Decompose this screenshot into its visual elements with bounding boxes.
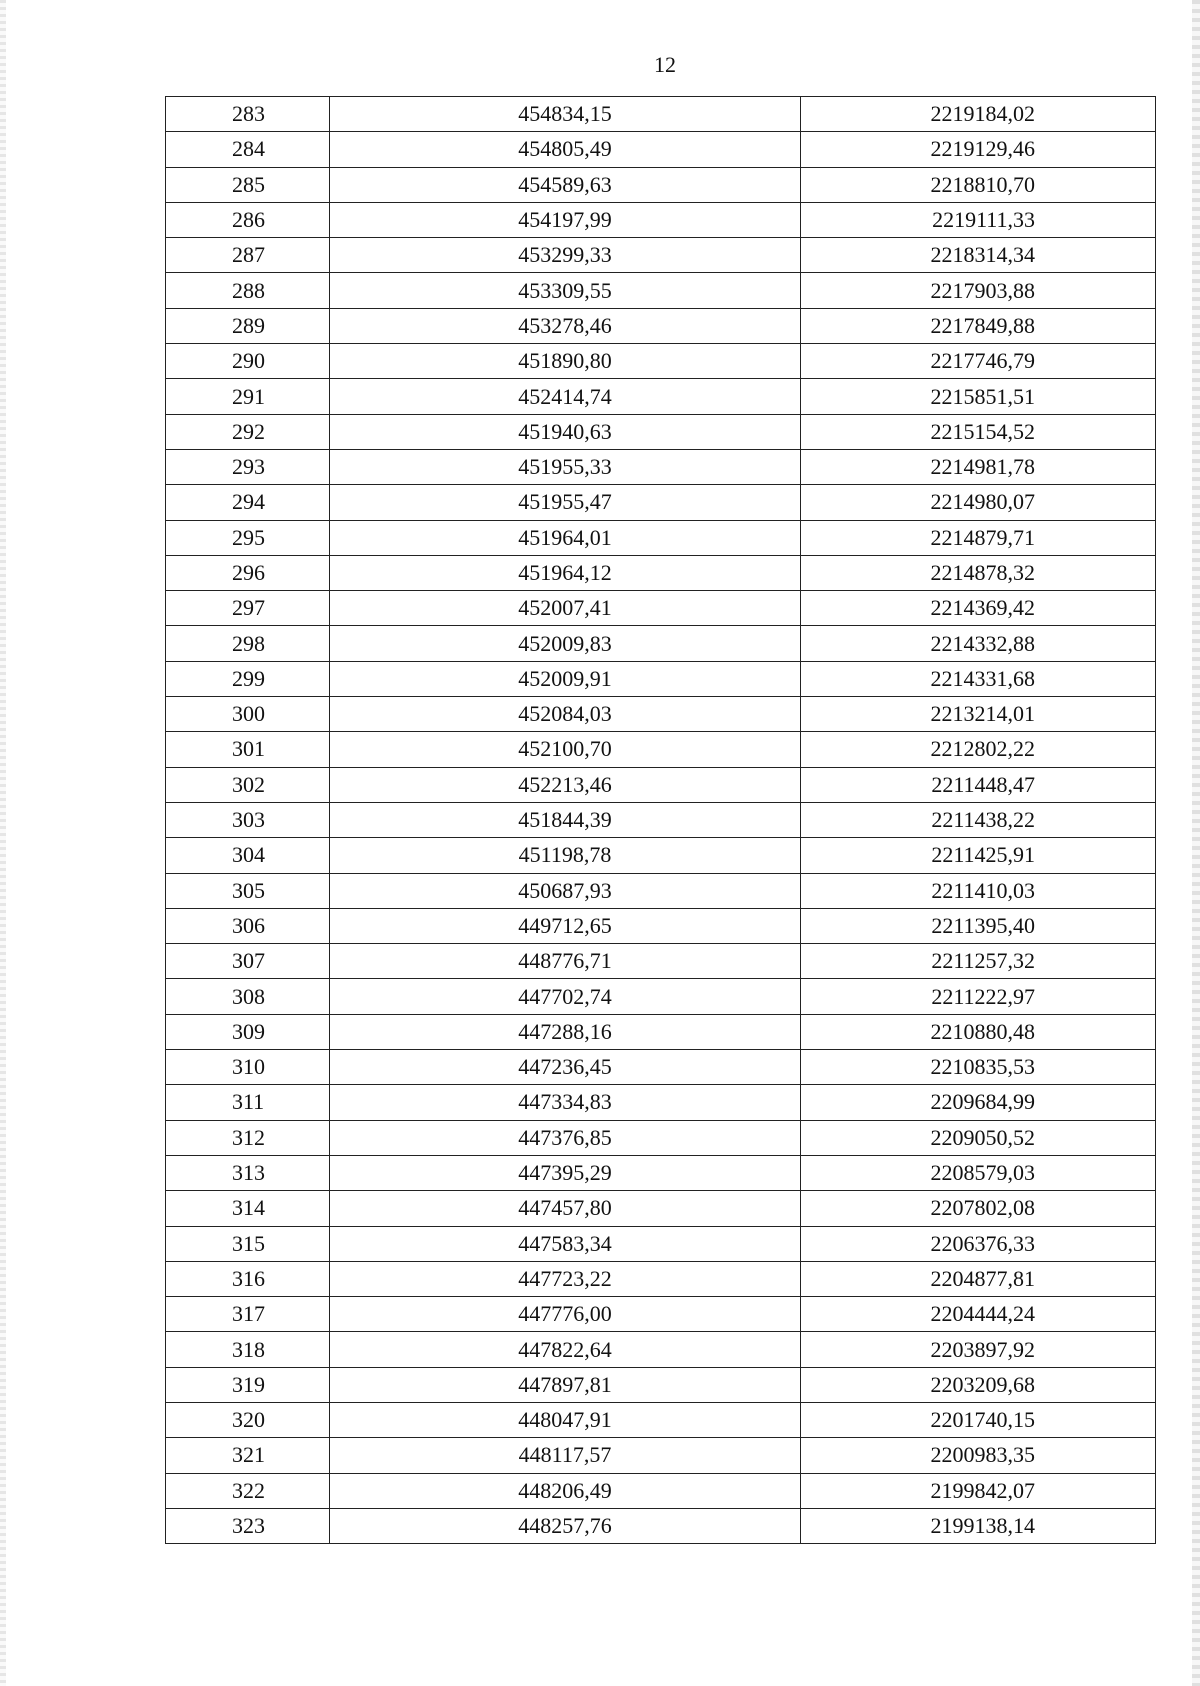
x-coordinate-cell: 447822,64 <box>330 1332 801 1367</box>
y-coordinate-cell: 2207802,08 <box>801 1191 1156 1226</box>
table-row <box>166 767 1156 802</box>
point-number-cell: 290 <box>166 344 330 379</box>
point-number-cell: 306 <box>166 908 330 943</box>
table-row <box>166 1297 1156 1332</box>
table-row <box>166 979 1156 1014</box>
y-coordinate-cell: 2214331,68 <box>801 661 1156 696</box>
x-coordinate-cell: 448206,49 <box>330 1473 801 1508</box>
x-coordinate-cell: 454589,63 <box>330 167 801 202</box>
y-coordinate-cell: 2203897,92 <box>801 1332 1156 1367</box>
y-coordinate-cell: 2211448,47 <box>801 767 1156 802</box>
table-row <box>166 1367 1156 1402</box>
table-row <box>166 908 1156 943</box>
table-row <box>166 1402 1156 1437</box>
table-row <box>166 1085 1156 1120</box>
x-coordinate-cell: 451964,12 <box>330 555 801 590</box>
point-number-cell: 308 <box>166 979 330 1014</box>
x-coordinate-cell: 451890,80 <box>330 344 801 379</box>
y-coordinate-cell: 2215154,52 <box>801 414 1156 449</box>
table-row <box>166 414 1156 449</box>
table-row <box>166 944 1156 979</box>
x-coordinate-cell: 452084,03 <box>330 697 801 732</box>
x-coordinate-cell: 451844,39 <box>330 802 801 837</box>
y-coordinate-cell: 2209684,99 <box>801 1085 1156 1120</box>
x-coordinate-cell: 447334,83 <box>330 1085 801 1120</box>
point-number-cell: 317 <box>166 1297 330 1332</box>
x-coordinate-cell: 451955,47 <box>330 485 801 520</box>
x-coordinate-cell: 448117,57 <box>330 1438 801 1473</box>
scan-edge-right <box>1192 0 1200 1686</box>
x-coordinate-cell: 447395,29 <box>330 1155 801 1190</box>
table-row <box>166 1332 1156 1367</box>
x-coordinate-cell: 454805,49 <box>330 132 801 167</box>
table-row <box>166 202 1156 237</box>
y-coordinate-cell: 2211410,03 <box>801 873 1156 908</box>
table-row <box>166 555 1156 590</box>
y-coordinate-cell: 2214369,42 <box>801 591 1156 626</box>
x-coordinate-cell: 447723,22 <box>330 1261 801 1296</box>
point-number-cell: 284 <box>166 132 330 167</box>
table-row <box>166 732 1156 767</box>
point-number-cell: 294 <box>166 485 330 520</box>
point-number-cell: 286 <box>166 202 330 237</box>
y-coordinate-cell: 2217849,88 <box>801 308 1156 343</box>
point-number-cell: 321 <box>166 1438 330 1473</box>
table-row <box>166 1155 1156 1190</box>
y-coordinate-cell: 2204877,81 <box>801 1261 1156 1296</box>
y-coordinate-cell: 2211395,40 <box>801 908 1156 943</box>
x-coordinate-cell: 451955,33 <box>330 449 801 484</box>
table-row <box>166 167 1156 202</box>
point-number-cell: 295 <box>166 520 330 555</box>
page-number: 12 <box>654 52 676 77</box>
y-coordinate-cell: 2201740,15 <box>801 1402 1156 1437</box>
table-row <box>166 308 1156 343</box>
x-coordinate-cell: 451940,63 <box>330 414 801 449</box>
table-row <box>166 838 1156 873</box>
point-number-cell: 315 <box>166 1226 330 1261</box>
y-coordinate-cell: 2200983,35 <box>801 1438 1156 1473</box>
table-row <box>166 1014 1156 1049</box>
point-number-cell: 302 <box>166 767 330 802</box>
table-row <box>166 449 1156 484</box>
y-coordinate-cell: 2214879,71 <box>801 520 1156 555</box>
x-coordinate-cell: 453309,55 <box>330 273 801 308</box>
y-coordinate-cell: 2203209,68 <box>801 1367 1156 1402</box>
x-coordinate-cell: 447776,00 <box>330 1297 801 1332</box>
point-number-cell: 287 <box>166 238 330 273</box>
coordinates-table-body <box>166 97 1156 1544</box>
y-coordinate-cell: 2211222,97 <box>801 979 1156 1014</box>
y-coordinate-cell: 2219129,46 <box>801 132 1156 167</box>
point-number-cell: 316 <box>166 1261 330 1296</box>
table-row <box>166 1050 1156 1085</box>
point-number-cell: 301 <box>166 732 330 767</box>
y-coordinate-cell: 2213214,01 <box>801 697 1156 732</box>
y-coordinate-cell: 2210880,48 <box>801 1014 1156 1049</box>
y-coordinate-cell: 2217903,88 <box>801 273 1156 308</box>
y-coordinate-cell: 2218810,70 <box>801 167 1156 202</box>
point-number-cell: 283 <box>166 97 330 132</box>
table-row <box>166 626 1156 661</box>
y-coordinate-cell: 2211438,22 <box>801 802 1156 837</box>
y-coordinate-cell: 2214332,88 <box>801 626 1156 661</box>
point-number-cell: 313 <box>166 1155 330 1190</box>
table-row <box>166 238 1156 273</box>
scan-edge-left <box>0 0 6 1686</box>
x-coordinate-cell: 452100,70 <box>330 732 801 767</box>
table-row <box>166 379 1156 414</box>
x-coordinate-cell: 447376,85 <box>330 1120 801 1155</box>
table-row <box>166 132 1156 167</box>
y-coordinate-cell: 2199842,07 <box>801 1473 1156 1508</box>
y-coordinate-cell: 2211425,91 <box>801 838 1156 873</box>
point-number-cell: 318 <box>166 1332 330 1367</box>
x-coordinate-cell: 447288,16 <box>330 1014 801 1049</box>
table-row <box>166 1473 1156 1508</box>
x-coordinate-cell: 452007,41 <box>330 591 801 626</box>
point-number-cell: 297 <box>166 591 330 626</box>
point-number-cell: 314 <box>166 1191 330 1226</box>
x-coordinate-cell: 448257,76 <box>330 1508 801 1543</box>
point-number-cell: 322 <box>166 1473 330 1508</box>
y-coordinate-cell: 2219111,33 <box>801 202 1156 237</box>
x-coordinate-cell: 451198,78 <box>330 838 801 873</box>
table-row <box>166 344 1156 379</box>
point-number-cell: 311 <box>166 1085 330 1120</box>
y-coordinate-cell: 2219184,02 <box>801 97 1156 132</box>
y-coordinate-cell: 2214878,32 <box>801 555 1156 590</box>
point-number-cell: 310 <box>166 1050 330 1085</box>
table-row <box>166 591 1156 626</box>
x-coordinate-cell: 453299,33 <box>330 238 801 273</box>
table-row <box>166 1120 1156 1155</box>
x-coordinate-cell: 451964,01 <box>330 520 801 555</box>
table-row <box>166 97 1156 132</box>
point-number-cell: 323 <box>166 1508 330 1543</box>
point-number-cell: 319 <box>166 1367 330 1402</box>
y-coordinate-cell: 2206376,33 <box>801 1226 1156 1261</box>
point-number-cell: 309 <box>166 1014 330 1049</box>
table-row <box>166 520 1156 555</box>
point-number-cell: 299 <box>166 661 330 696</box>
table-row <box>166 1261 1156 1296</box>
x-coordinate-cell: 453278,46 <box>330 308 801 343</box>
x-coordinate-cell: 452009,91 <box>330 661 801 696</box>
x-coordinate-cell: 450687,93 <box>330 873 801 908</box>
coordinates-table <box>165 96 1156 1544</box>
x-coordinate-cell: 447583,34 <box>330 1226 801 1261</box>
table-row <box>166 661 1156 696</box>
table-row <box>166 873 1156 908</box>
point-number-cell: 303 <box>166 802 330 837</box>
table-row <box>166 485 1156 520</box>
table-row <box>166 1508 1156 1543</box>
y-coordinate-cell: 2211257,32 <box>801 944 1156 979</box>
x-coordinate-cell: 447457,80 <box>330 1191 801 1226</box>
x-coordinate-cell: 449712,65 <box>330 908 801 943</box>
y-coordinate-cell: 2209050,52 <box>801 1120 1156 1155</box>
x-coordinate-cell: 447702,74 <box>330 979 801 1014</box>
point-number-cell: 312 <box>166 1120 330 1155</box>
x-coordinate-cell: 452414,74 <box>330 379 801 414</box>
x-coordinate-cell: 448776,71 <box>330 944 801 979</box>
table-row <box>166 1438 1156 1473</box>
x-coordinate-cell: 447236,45 <box>330 1050 801 1085</box>
point-number-cell: 288 <box>166 273 330 308</box>
point-number-cell: 292 <box>166 414 330 449</box>
table-row <box>166 802 1156 837</box>
point-number-cell: 300 <box>166 697 330 732</box>
table-row <box>166 1191 1156 1226</box>
point-number-cell: 305 <box>166 873 330 908</box>
y-coordinate-cell: 2199138,14 <box>801 1508 1156 1543</box>
point-number-cell: 304 <box>166 838 330 873</box>
y-coordinate-cell: 2204444,24 <box>801 1297 1156 1332</box>
point-number-cell: 320 <box>166 1402 330 1437</box>
y-coordinate-cell: 2215851,51 <box>801 379 1156 414</box>
y-coordinate-cell: 2210835,53 <box>801 1050 1156 1085</box>
y-coordinate-cell: 2214981,78 <box>801 449 1156 484</box>
x-coordinate-cell: 452213,46 <box>330 767 801 802</box>
table-row <box>166 697 1156 732</box>
point-number-cell: 289 <box>166 308 330 343</box>
point-number-cell: 298 <box>166 626 330 661</box>
point-number-cell: 285 <box>166 167 330 202</box>
point-number-cell: 293 <box>166 449 330 484</box>
point-number-cell: 307 <box>166 944 330 979</box>
x-coordinate-cell: 448047,91 <box>330 1402 801 1437</box>
x-coordinate-cell: 452009,83 <box>330 626 801 661</box>
x-coordinate-cell: 447897,81 <box>330 1367 801 1402</box>
x-coordinate-cell: 454197,99 <box>330 202 801 237</box>
table-row <box>166 273 1156 308</box>
point-number-cell: 291 <box>166 379 330 414</box>
y-coordinate-cell: 2208579,03 <box>801 1155 1156 1190</box>
y-coordinate-cell: 2218314,34 <box>801 238 1156 273</box>
y-coordinate-cell: 2217746,79 <box>801 344 1156 379</box>
y-coordinate-cell: 2212802,22 <box>801 732 1156 767</box>
point-number-cell: 296 <box>166 555 330 590</box>
x-coordinate-cell: 454834,15 <box>330 97 801 132</box>
table-row <box>166 1226 1156 1261</box>
y-coordinate-cell: 2214980,07 <box>801 485 1156 520</box>
